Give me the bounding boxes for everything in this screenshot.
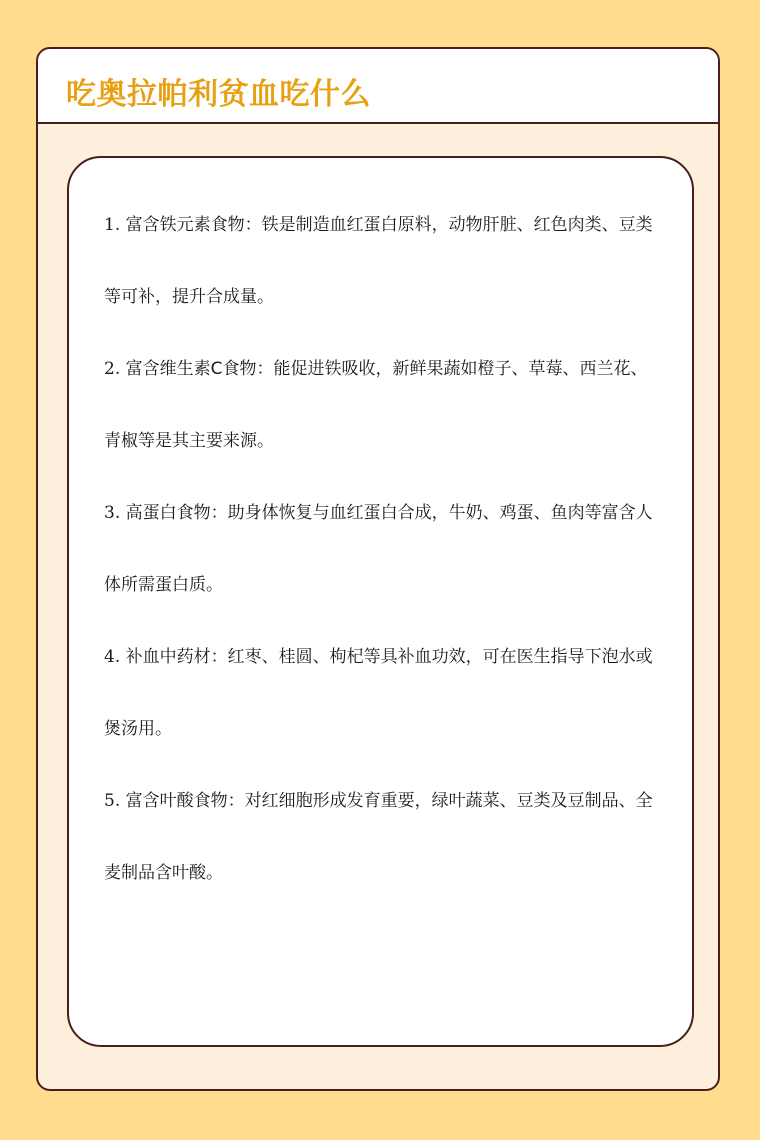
tips-list [104, 189, 664, 909]
list-item [104, 621, 664, 765]
item-number: 5. [104, 791, 121, 811]
item-text: 富含叶酸食物：对红细胞形成发育重要，绿叶蔬菜、豆类及豆制品、全麦制品含叶酸。 [104, 791, 653, 883]
item-text: 富含铁元素食物：铁是制造血红蛋白原料，动物肝脏、红色肉类、豆类等可补，提升合成量。 [104, 215, 653, 307]
item-number: 2. [104, 359, 121, 379]
item-text: 补血中药材：红枣、桂圆、枸杞等具补血功效，可在医生指导下泡水或煲汤用。 [104, 647, 653, 739]
content-card [67, 156, 694, 1047]
item-number: 1. [104, 215, 121, 235]
list-item [104, 189, 664, 333]
item-number: 4. [104, 647, 121, 667]
page-title: 吃奥拉帕利贫血吃什么 [66, 77, 371, 112]
item-number: 3. [104, 503, 121, 523]
item-text: 高蛋白食物：助身体恢复与血红蛋白合成，牛奶、鸡蛋、鱼肉等富含人体所需蛋白质。 [104, 503, 653, 595]
list-item [104, 765, 664, 909]
list-item [104, 333, 664, 477]
list-item [104, 477, 664, 621]
item-text: 富含维生素C食物：能促进铁吸收，新鲜果蔬如橙子、草莓、西兰花、青椒等是其主要来源。 [104, 359, 648, 451]
title-bar [38, 49, 718, 124]
